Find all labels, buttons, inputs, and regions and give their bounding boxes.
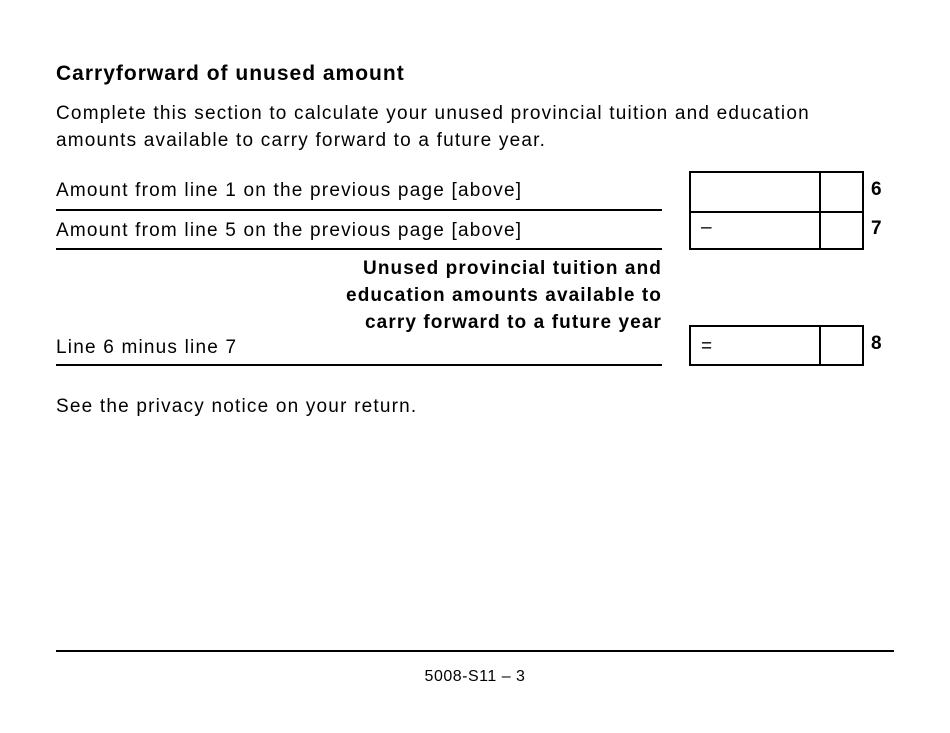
line-6-label: Amount from line 1 on the previous page [above]	[56, 180, 523, 201]
line-8-result-label: Unused provincial tuition and education amounts available to carry forward to a future year	[346, 258, 662, 333]
section-title: Carryforward of unused amount	[56, 62, 405, 85]
line-6-rule	[56, 209, 662, 211]
cents-divider	[819, 327, 821, 364]
line-8-box	[689, 325, 864, 366]
section-instructions: Complete this section to calculate your unused provincial tuition and education amounts available to carry forward to a future year.	[56, 103, 810, 151]
line-number-8: 8	[871, 333, 882, 354]
line-8-label: Line 6 minus line 7	[56, 337, 238, 358]
line-6-amount-field[interactable]	[693, 173, 817, 211]
minus-operator: –	[701, 217, 712, 238]
line-7-rule	[56, 248, 662, 250]
privacy-notice: See the privacy notice on your return.	[56, 396, 418, 417]
line-8-rule	[56, 364, 662, 366]
cents-divider	[819, 173, 821, 248]
form-page-number: 5008-S11 – 3	[424, 668, 526, 685]
lines-6-7-box-group	[689, 171, 864, 250]
line-7-label: Amount from line 5 on the previous page [above]	[56, 220, 523, 241]
line-number-7: 7	[871, 218, 882, 239]
line-number-6: 6	[871, 179, 882, 200]
footer-rule	[56, 650, 894, 652]
equals-operator: =	[701, 336, 713, 357]
